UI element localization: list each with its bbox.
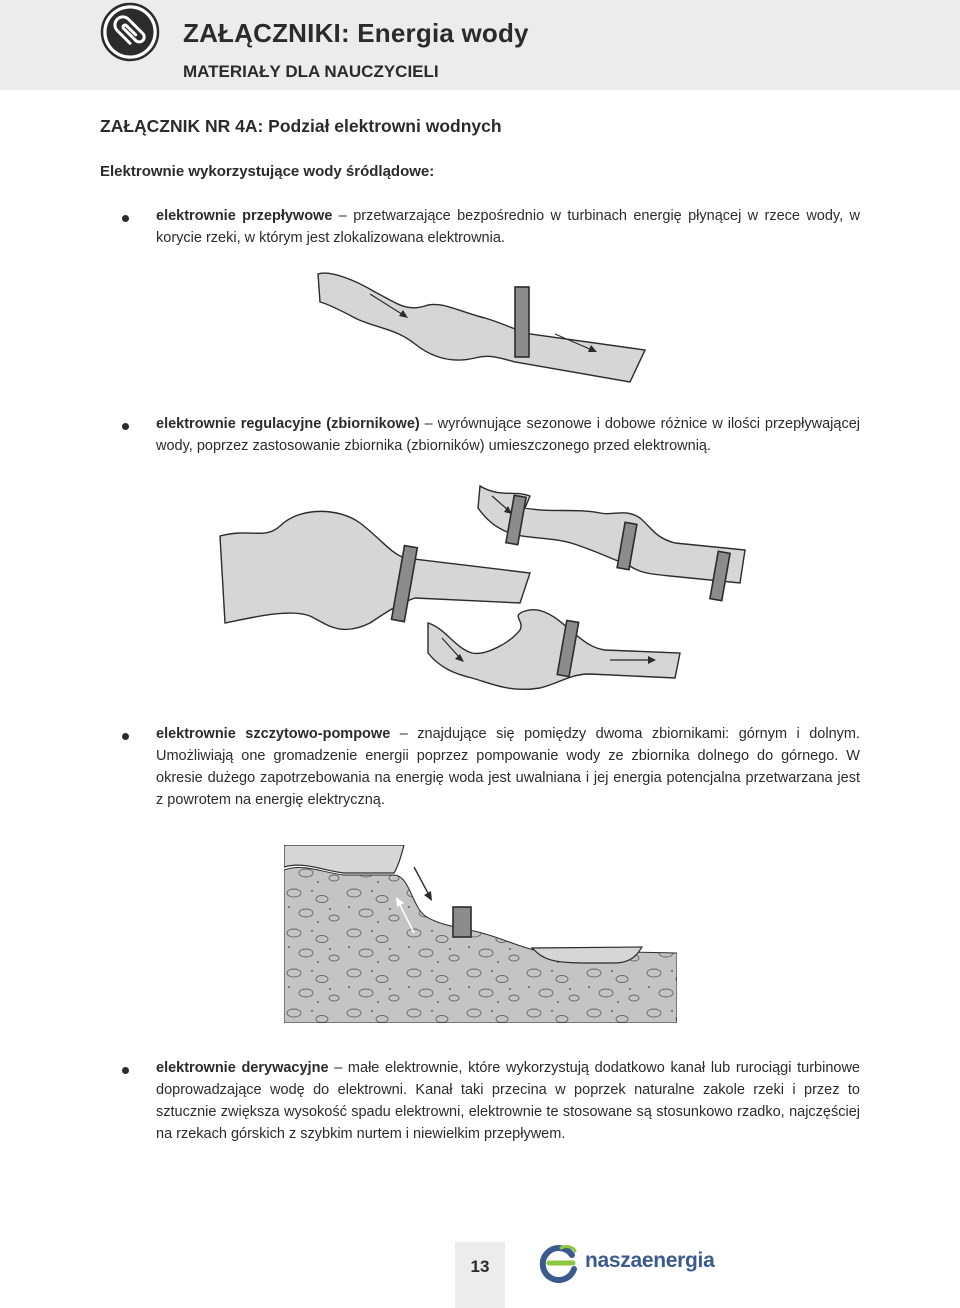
bullet-icon bbox=[122, 423, 129, 430]
list-item bbox=[156, 205, 860, 249]
reservoir-left bbox=[220, 511, 530, 629]
logo-text: naszaenergia bbox=[585, 1249, 715, 1272]
reservoir-diagram bbox=[210, 478, 750, 698]
power-plant bbox=[453, 907, 471, 937]
list-item bbox=[156, 1057, 860, 1145]
item-text: – znajdujące się pomiędzy dwoma zbiornikami: górnym i dolnym. Umożliwiają one gromadzenie energii poprzez pompowanie wody ze zbiornika dolnego do górnego. W okresie dużego zapotrzebowania na energię woda jest uwalniana i jej energia potencjalna przetwarzana jest z powrotem na energię elektryczną. bbox=[156, 726, 860, 808]
annex-title: ZAŁĄCZNIK NR 4A: Podział elektrowni wodnych bbox=[100, 116, 502, 136]
bullet-icon bbox=[122, 215, 129, 222]
page-number: 13 bbox=[470, 1257, 490, 1276]
page-header-title: ZAŁĄCZNIKI: Energia wody bbox=[183, 18, 529, 48]
item-text: – przetwarzające bezpośrednio w turbinach energię płynącej w rzece wody, w korycie rzeki, w którym jest zlokalizowana elektrownia. bbox=[156, 208, 860, 246]
item-term: elektrownie przepływowe bbox=[156, 208, 333, 224]
power-plant-dam bbox=[515, 287, 529, 357]
paperclip-icon bbox=[100, 2, 160, 62]
item-term: elektrownie szczytowo-pompowe bbox=[156, 726, 391, 742]
run-of-river-diagram bbox=[300, 262, 650, 387]
section-heading: Elektrownie wykorzystujące wody śródlądowe: bbox=[100, 163, 435, 180]
item-term: elektrownie regulacyjne (zbiornikowe) bbox=[156, 416, 420, 432]
page-number-box bbox=[455, 1242, 505, 1308]
list-item bbox=[156, 723, 860, 811]
reservoir-lower bbox=[428, 610, 680, 690]
page-header-subtitle: MATERIAŁY DLA NAUCZYCIELI bbox=[183, 62, 439, 81]
item-text: – małe elektrownie, które wykorzystują dodatkowo kanał lub rurociągi turbinowe doprowadzające wodę do elektrowni. Kanał taki przecina w poprzek naturalne zakole rzeki i przez to sztucznie zwiększa wysokość spadu elektrowni, elektrownie te stosowane są stosunkowo rzadko, najczęściej na rzekach górskich z szybkim nurtem i niewielkim przepływem. bbox=[156, 1060, 860, 1142]
list-item bbox=[156, 413, 860, 457]
bullet-icon bbox=[122, 1067, 129, 1074]
item-text: – wyrównujące sezonowe i dobowe różnice w ilości przepływającej wody, poprzez zastosowanie zbiornika (zbiorników) umieszczonego przed elektrownią. bbox=[156, 416, 860, 454]
pumped-storage-diagram bbox=[284, 845, 677, 1023]
river-channel bbox=[318, 273, 645, 382]
item-term: elektrownie derywacyjne bbox=[156, 1060, 329, 1076]
bullet-icon bbox=[122, 733, 129, 740]
logo-icon bbox=[539, 1243, 579, 1283]
